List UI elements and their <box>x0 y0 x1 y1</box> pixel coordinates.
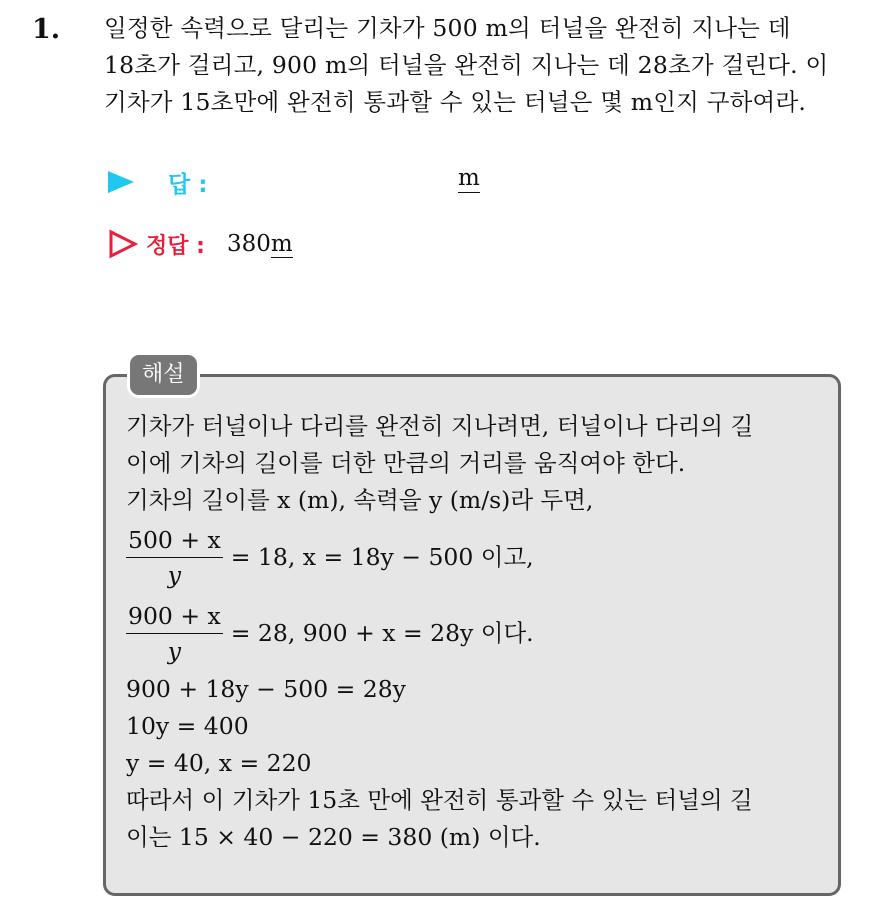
correct-answer-row <box>108 226 293 262</box>
problem-line: 18초가 걸리고, 900 m의 터널을 완전히 지나는 데 28초가 걸린다. 이 <box>104 51 829 79</box>
equation-rest: = 18, x = 18y − 500 이고, <box>230 542 534 571</box>
problem-number: 1. <box>32 14 61 45</box>
solution-line: 따라서 이 기차가 15초 만에 완전히 통과할 수 있는 터널의 길 <box>126 786 753 814</box>
solution-equation <box>126 595 831 671</box>
solution-text <box>126 408 831 856</box>
solution-line: 이에 기차의 길이를 더한 만큼의 거리를 움직여야 한다. <box>126 449 686 477</box>
correct-answer-label: 정답 : <box>146 233 205 259</box>
equation-rest: = 28, 900 + x = 28y 이다. <box>230 618 534 647</box>
fraction-numerator: 500 + x <box>126 525 223 558</box>
solution-line: 기차가 터널이나 다리를 완전히 지나려면, 터널이나 다리의 길 <box>126 412 754 440</box>
correct-answer-value <box>227 231 293 257</box>
solution-line: 이는 15 × 40 − 220 = 380 (m) 이다. <box>126 823 541 851</box>
problem-text <box>104 10 864 121</box>
fraction-denominator: y <box>167 636 182 665</box>
fraction <box>126 601 223 666</box>
solution-equation: y = 40, x = 220 <box>126 749 312 777</box>
fraction-denominator: y <box>167 560 182 589</box>
problem-line: 기차가 15초만에 완전히 통과할 수 있는 터널은 몇 m인지 구하여라. <box>104 88 807 116</box>
solution-tag: 해설 <box>127 352 200 398</box>
play-triangle-icon <box>108 171 134 193</box>
outline-triangle-icon <box>108 229 138 259</box>
problem-line: 일정한 속력으로 달리는 기차가 500 m의 터널을 완전히 지나는 데 <box>104 14 791 42</box>
correct-answer-number: 380 <box>226 231 271 257</box>
solution-equation: 900 + 18y − 500 = 28y <box>126 675 406 703</box>
answer-unit: m <box>458 165 480 191</box>
answer-label: 답 : <box>168 171 208 198</box>
solution-equation: 10y = 400 <box>126 712 249 740</box>
solution-equation <box>126 519 831 595</box>
correct-answer-unit: m <box>270 231 293 257</box>
fraction-numerator: 900 + x <box>126 601 223 634</box>
solution-line: 기차의 길이를 x (m), 속력을 y (m/s)라 두면, <box>126 486 594 514</box>
fraction <box>126 525 223 590</box>
answer-row <box>108 164 480 200</box>
